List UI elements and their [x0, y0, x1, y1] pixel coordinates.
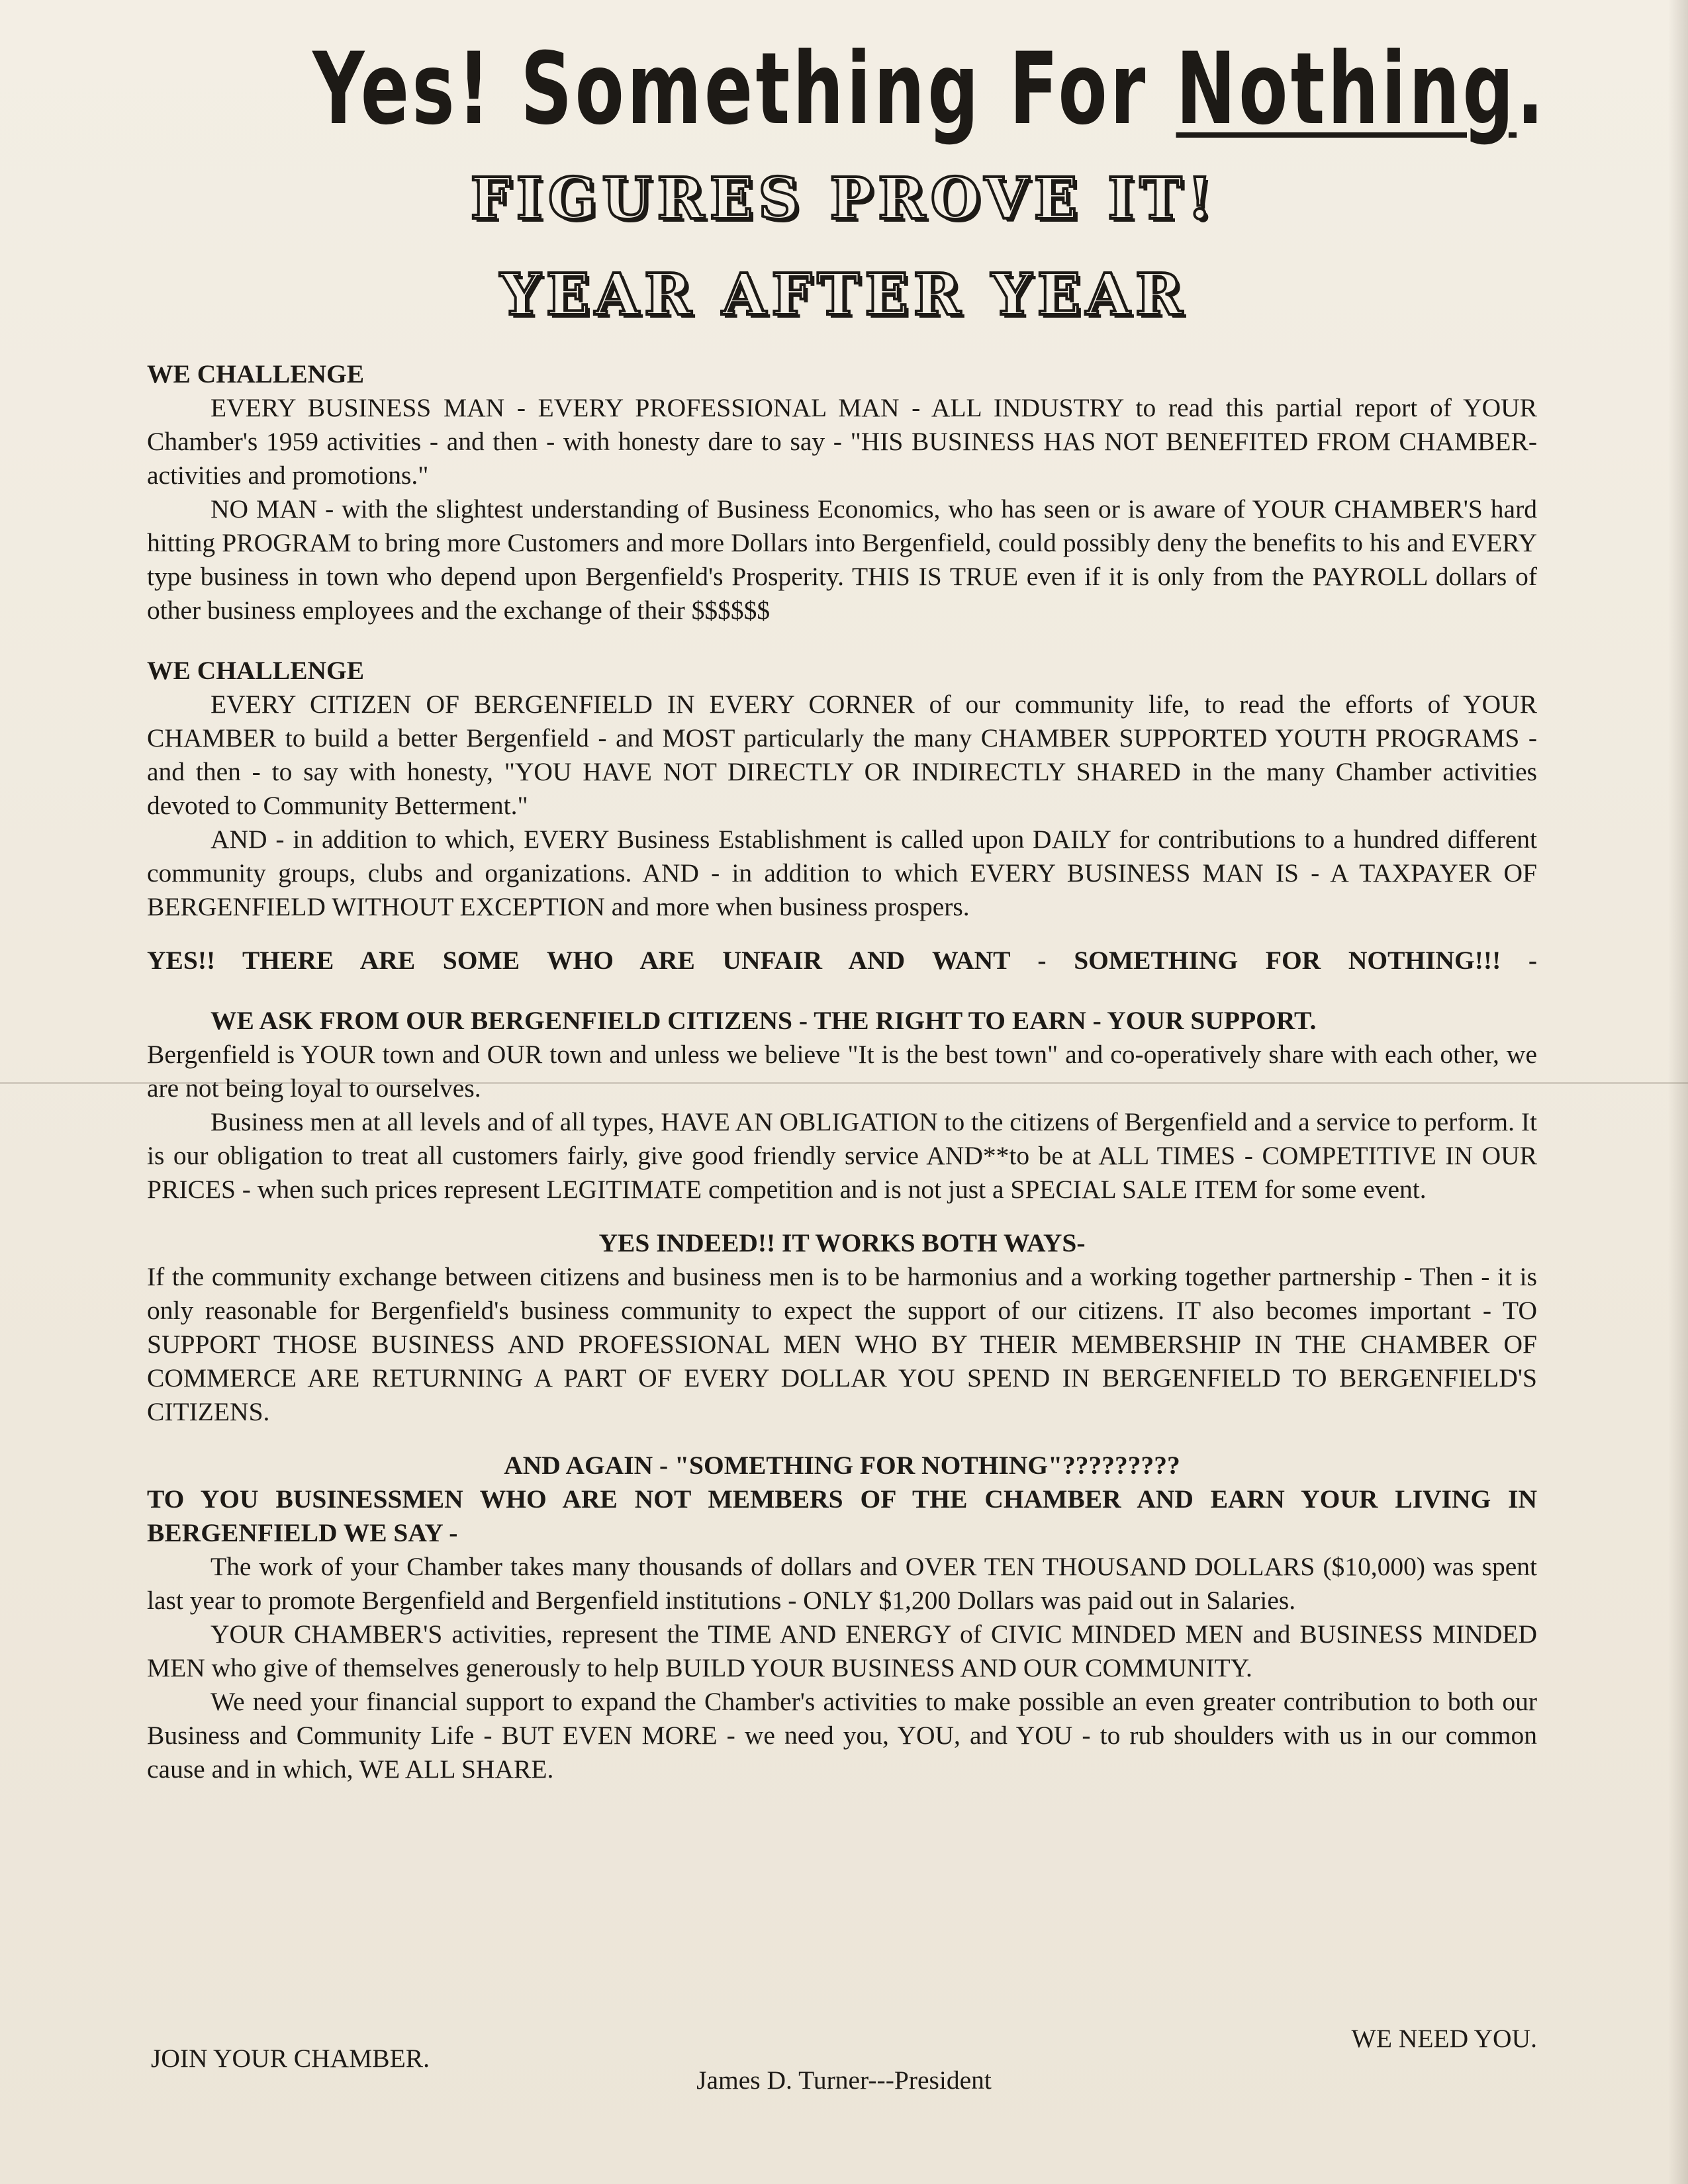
both-ways-paragraph: If the community exchange between citizens and business men is to be harmonius and a working together partnership - Then - it is only reasonable for Bergenfield's business community to expect the support of our citizens. IT also becomes important - TO SUPPORT THOSE BUSINESS AND PROFESSIONAL MEN WHO BY THEIR MEMBERSHIP IN THE CHAMBER OF COMMERCE ARE RETURNING A PART OF EVERY DOLLAR YOU SPEND IN BERGENFIELD TO BERGENFIELD'S CITIZENS.	[147, 1262, 1537, 1426]
spacer	[147, 1429, 1537, 1449]
subtitle-year-after-year: YEAR AFTER YEAR	[500, 261, 1188, 328]
challenge-paragraph-2: NO MAN - with the slightest understanding of Business Economics, who has seen or is aware of YOUR CHAMBER'S hard hitting PROGRAM to bring more Customers and more Dollars into Bergenfield, could possibly deny the benefits to his and EVERY type business in town who depend upon Bergenfield's Prosperity. THIS IS TRUE even if it is only from the PAYROLL dollars of other business employees and the exchange of their $$$$$$	[147, 494, 1537, 625]
spacer	[147, 627, 1537, 654]
we-need-you-text: WE NEED YOU.	[1351, 2024, 1537, 2053]
headline-text-underlined: Nothing	[1176, 32, 1517, 147]
join-chamber-text: JOIN YOUR CHAMBER.	[151, 2044, 430, 2073]
page-edge-shadow	[1668, 0, 1688, 2184]
ask-paragraph-1: Bergenfield is YOUR town and OUR town and unless we believe "It is the best town" and co-operatively share with each other, we are not being loyal to ourselves.	[147, 1040, 1537, 1103]
headline	[312, 26, 1547, 152]
spacer	[147, 978, 1537, 1004]
challenge-paragraph-1: EVERY BUSINESS MAN - EVERY PROFESSIONAL MAN - ALL INDUSTRY to read this partial report of YOUR Chamber's 1959 activities - and then - with honesty dare to say - "HIS BUSINESS HAS NOT BENEFITED FROM CHAMBER-activities and promotions."	[147, 393, 1537, 490]
ask-paragraph-2: Business men at all levels and of all types, HAVE AN OBLIGATION to the citizens of Bergenfield and a service to perform. It is our obligation to treat all customers fairly, give good friendly service AND**to be at ALL TIMES - COMPETITIVE IN OUR PRICES - when such prices represent LEGITIMATE competition and is not just a SPECIAL SALE ITEM for some event.	[147, 1107, 1537, 1204]
headline-text-1: Yes! Something For	[312, 32, 1176, 147]
body-text	[147, 357, 1537, 1786]
subtitle-figures-prove-it: FIGURES PROVE IT!	[470, 165, 1218, 232]
challenge-paragraph-3: EVERY CITIZEN OF BERGENFIELD IN EVERY CORNER of our community life, to read the efforts of YOUR CHAMBER to build a better Bergenfield - and MOST particularly the many CHAMBER SUPPORTED YOUTH PROGRAMS - and then - to say with honesty, "YOU HAVE NOT DIRECTLY OR INDIRECTLY SHARED in the many Chamber activities devoted to Community Betterment."	[147, 690, 1537, 820]
signature-line: James D. Turner---President	[696, 2066, 992, 2095]
unfair-line: YES!! THERE ARE SOME WHO ARE UNFAIR AND WANT - SOMETHING FOR NOTHING!!! -	[147, 946, 1537, 975]
challenge-paragraph-4: AND - in addition to which, EVERY Business Establishment is called upon DAILY for contributions to a hundred different community groups, clubs and organizations. AND - in addition to which EVERY BUSINESS MAN IS - A TAXPAYER OF BERGENFIELD WITHOUT EXCEPTION and more when business prospers.	[147, 825, 1537, 921]
ask-heading: WE ASK FROM OUR BERGENFIELD CITIZENS - THE RIGHT TO EARN - YOUR SUPPORT.	[211, 1006, 1317, 1035]
businessmen-paragraph-1: The work of your Chamber takes many thousands of dollars and OVER TEN THOUSAND DOLLARS ($10,000) was spent last year to promote Bergenfield and Bergenfield institutions - ONLY $1,200 Dollars was paid out in Salaries.	[147, 1552, 1537, 1615]
spacer	[147, 1206, 1537, 1226]
businessmen-paragraph-3: We need your financial support to expand the Chamber's activities to make possible an even greater contribution to both our Business and Community Life - BUT EVEN MORE - we need you, YOU, and YOU - to rub shoulders with us in our common cause and in which, WE ALL SHARE.	[147, 1687, 1537, 1784]
headline-text-3: .	[1517, 32, 1547, 147]
challenge-heading-1: WE CHALLENGE	[147, 359, 365, 388]
challenge-heading-2: WE CHALLENGE	[147, 656, 365, 685]
both-ways-heading: YES INDEED!! IT WORKS BOTH WAYS-	[598, 1228, 1086, 1257]
businessmen-heading: TO YOU BUSINESSMEN WHO ARE NOT MEMBERS OF THE CHAMBER AND EARN YOUR LIVING IN BERGENFIELD WE SAY -	[147, 1484, 1537, 1547]
again-heading: AND AGAIN - "SOMETHING FOR NOTHING"?????????	[504, 1451, 1180, 1480]
spacer	[147, 924, 1537, 944]
businessmen-paragraph-2: YOUR CHAMBER'S activities, represent the TIME AND ENERGY of CIVIC MINDED MEN and BUSINESS MINDED MEN who give of themselves generously to help BUILD YOUR BUSINESS AND OUR COMMUNITY.	[147, 1619, 1537, 1682]
